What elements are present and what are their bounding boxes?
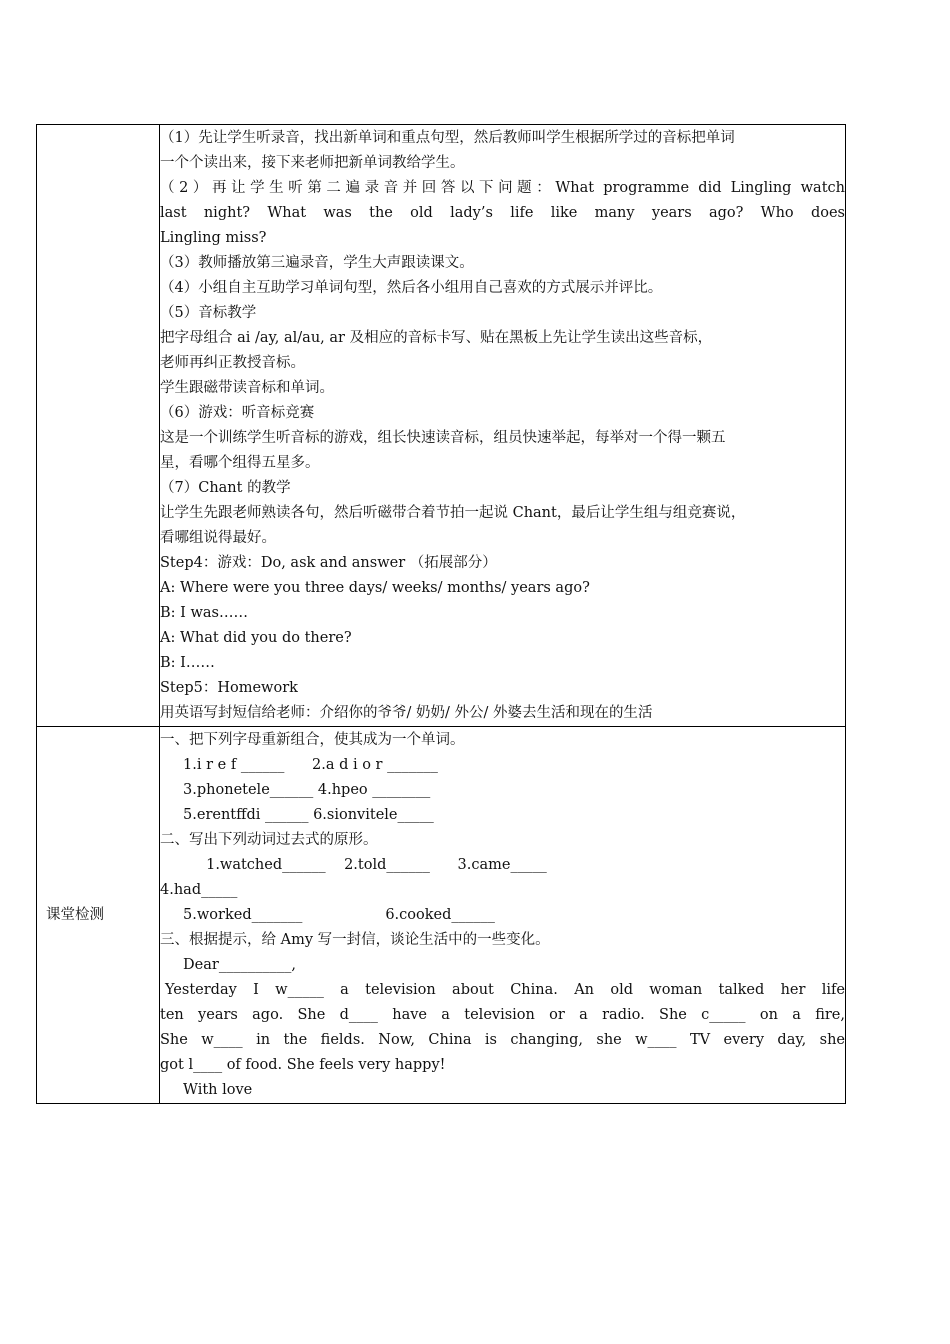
procedure-line: （4）小组自主互助学习单词句型，然后各小组用自己喜欢的方式展示并评比。 bbox=[160, 280, 663, 296]
procedure-line: （2）再让学生听第二遍录音并回答以下问题：What programme did Lingling watch bbox=[160, 180, 845, 196]
procedure-line: （1）先让学生听录音，找出新单词和重点句型，然后教师叫学生根据所学过的音标把单词 bbox=[160, 130, 735, 146]
procedure-line: Step5：Homework bbox=[160, 680, 298, 696]
procedure-line: 星，看哪个组得五星多。 bbox=[160, 455, 320, 471]
procedure-line: （3）教师播放第三遍录音，学生大声跟读课文。 bbox=[160, 255, 474, 271]
test-line: 5.worked_______ 6.cooked______ bbox=[160, 907, 495, 923]
procedure-line: （7）Chant 的教学 bbox=[160, 480, 291, 496]
test-line: Yesterday I w_____ a television about China. An old woman talked her life bbox=[165, 982, 845, 998]
procedure-line: 把字母组合 ai /ay, al/au, ar 及相应的音标卡写、贴在黑板上先让学生读出这些音标， bbox=[160, 330, 713, 346]
procedure-row bbox=[37, 125, 846, 727]
procedure-line: 一个个读出来，接下来老师把新单词教给学生。 bbox=[160, 155, 465, 171]
test-line: ten years ago. She d____ have a television or a radio. She c_____ on a fire, bbox=[160, 1007, 845, 1023]
procedure-line: A: What did you do there? bbox=[160, 630, 352, 646]
test-line: got l____ of food. She feels very happy! bbox=[160, 1057, 446, 1073]
procedure-line: 这是一个训练学生听音标的游戏，组长快速读音标，组员快速举起，每举对一个得一颗五 bbox=[160, 430, 726, 446]
procedure-label-cell bbox=[37, 125, 160, 727]
procedure-line: 用英语写封短信给老师：介绍你的爷爷/ 奶奶/ 外公/ 外婆去生活和现在的生活 bbox=[160, 705, 653, 721]
test-line: 一、把下列字母重新组合，使其成为一个单词。 bbox=[160, 732, 465, 748]
procedure-line: Lingling miss? bbox=[160, 230, 267, 246]
test-line: 5.erentffdi ______ 6.sionvitele_____ bbox=[160, 807, 434, 823]
procedure-line: A: Where were you three days/ weeks/ months/ years ago? bbox=[160, 580, 590, 596]
procedure-line: Step4：游戏：Do, ask and answer （拓展部分） bbox=[160, 555, 497, 571]
procedure-line: B: I…… bbox=[160, 655, 215, 671]
test-line: 三、根据提示，给 Amy 写一封信，谈论生活中的一些变化。 bbox=[160, 932, 550, 948]
test-line: She w____ in the fields. Now, China is changing, she w____ TV every day, she bbox=[160, 1032, 845, 1048]
lesson-plan-table bbox=[36, 124, 846, 1104]
test-line: Dear__________, bbox=[160, 957, 296, 973]
procedure-line: （6）游戏：听音标竞赛 bbox=[160, 405, 315, 421]
classroom-test-label-cell bbox=[37, 727, 160, 1104]
procedure-text bbox=[160, 126, 845, 726]
test-line: 3.phonetele______ 4.hpeo ________ bbox=[160, 782, 431, 798]
test-line: With love bbox=[160, 1082, 253, 1098]
procedure-line: last night? What was the old lady’s life like many years ago? Who does bbox=[160, 205, 845, 221]
procedure-line: 老师再纠正教授音标。 bbox=[160, 355, 305, 371]
test-line: 二、写出下列动词过去式的原形。 bbox=[160, 832, 378, 848]
procedure-content-cell bbox=[160, 125, 846, 727]
classroom-test-text bbox=[160, 728, 845, 1103]
classroom-test-content-cell bbox=[160, 727, 846, 1104]
classroom-test-row bbox=[37, 727, 846, 1104]
procedure-line: （5）音标教学 bbox=[160, 305, 257, 321]
test-line: 1.watched______ 2.told______ 3.came_____ bbox=[160, 857, 547, 873]
test-line: 1.i r e f ______ 2.a d i o r _______ bbox=[160, 757, 438, 773]
procedure-line: 看哪组说得最好。 bbox=[160, 530, 276, 546]
classroom-test-label: 课堂检测 bbox=[46, 906, 104, 923]
procedure-line: 学生跟磁带读音标和单词。 bbox=[160, 380, 334, 396]
test-line: 4.had_____ bbox=[160, 882, 238, 898]
procedure-line: B: I was…… bbox=[160, 605, 248, 621]
procedure-line: 让学生先跟老师熟读各句，然后听磁带合着节拍一起说 Chant，最后让学生组与组竞赛说， bbox=[160, 505, 746, 521]
